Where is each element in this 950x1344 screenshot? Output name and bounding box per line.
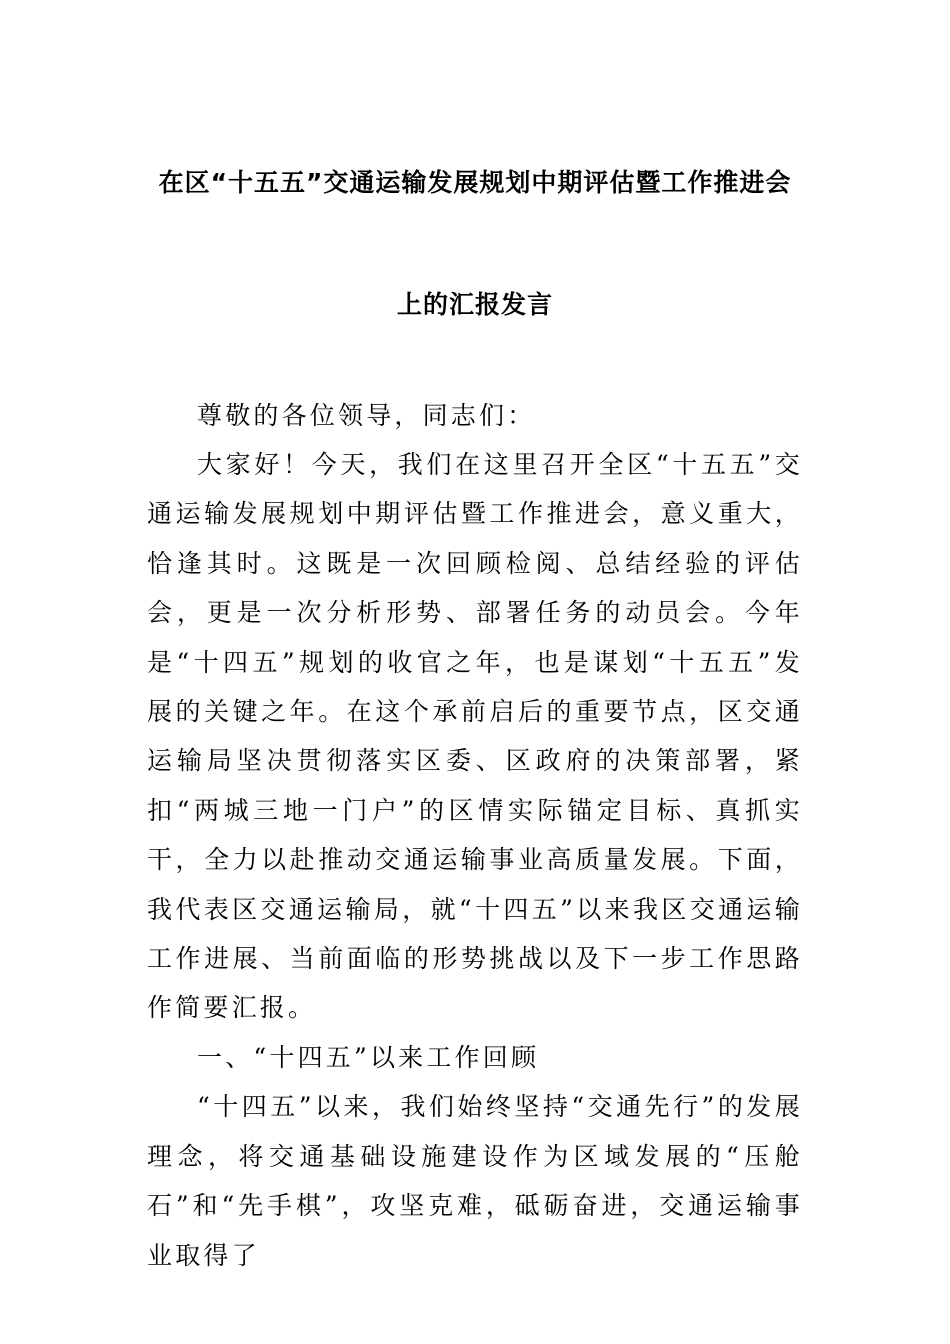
salutation-block (147, 391, 803, 440)
document-title-line-1: 在区“十五五”交通运输发展规划中期评估暨工作推进会 (158, 168, 792, 197)
paragraph-opening: 大家好！今天，我们在这里召开全区“十五五”交通运输发展规划中期评估暨工作推进会，意义重大，恰逢其时。这既是一次回顾检阅、总结经验的评估会，更是一次分析形势、部署任务的动员会。今年是“十四五”规划的收官之年，也是谋划“十五五”发展的关键之年。在这个承前启后的重要节点，区交通运输局坚决贯彻落实区委、区政府的决策部署，紧扣“两城三地一门户”的区情实际锚定目标、真抓实干，全力以赴推动交通运输事业高质量发展。下面，我代表区交通运输局，就“十四五”以来我区交通运输工作进展、当前面临的形势挑战以及下一步工作思路作简要汇报。 (147, 450, 803, 1023)
body-text-block (147, 440, 803, 1280)
salutation: 尊敬的各位领导，同志们： (197, 401, 536, 430)
document-title-line-2: 上的汇报发言 (396, 290, 553, 319)
section-heading-1: 一、“十四五”以来工作回顾 (197, 1042, 540, 1072)
paragraph-review: “十四五”以来，我们始终坚持“交通先行”的发展理念，将交通基础设施建设作为区域发展的“压舱石”和“先手棋”，攻坚克难，砥砺奋进，交通运输事业取得了 (147, 1092, 803, 1270)
